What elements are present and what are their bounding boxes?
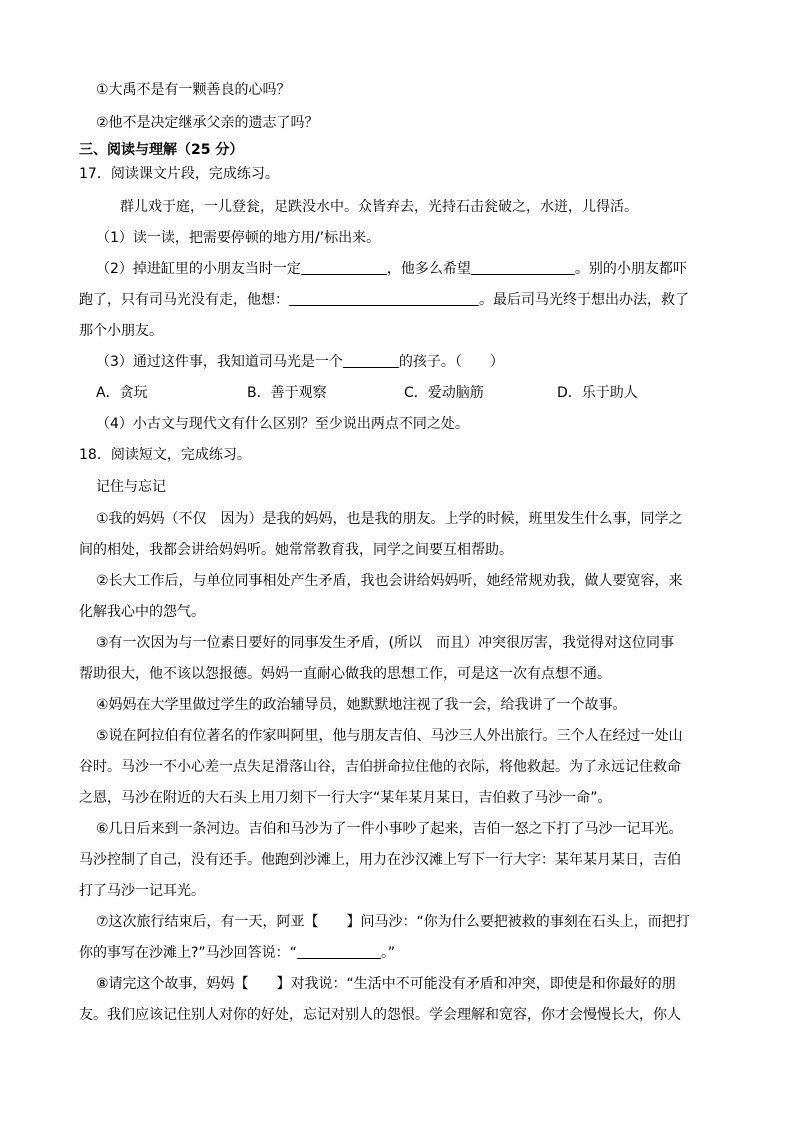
q17-part2-line1 bbox=[96, 259, 687, 279]
q17-part2-text-a: （2）掉进缸里的小朋友当时一定 bbox=[96, 261, 301, 277]
paragraph-1-line2: 间的相处，我都会讲给妈妈听。她常常教育我，同学之间要互相帮助。 bbox=[79, 542, 513, 558]
q17-part2-text-b: ，他多么希望 bbox=[386, 261, 471, 277]
paragraph-7-line2 bbox=[79, 943, 395, 963]
option-d[interactable]: D．乐于助人 bbox=[557, 385, 638, 401]
classical-passage: 群儿戏于庭，一儿登瓮，足跌没水中。众皆弃去，光持石击瓮破之，水迸，儿得活。 bbox=[120, 199, 638, 215]
fill-blank[interactable] bbox=[289, 291, 479, 306]
paragraph-3-line2: 帮助很大，他不该以怨报德。妈妈一直耐心做我的思想工作，可是这一次有点想不通。 bbox=[79, 666, 611, 682]
paragraph-6-line3: 打了马沙一记耳光。 bbox=[79, 883, 205, 899]
q17-part1: （1）读一读，把需要停顿的地方用/’标出来。 bbox=[96, 230, 381, 246]
option-c[interactable]: C．爱动脑筋 bbox=[404, 385, 484, 401]
option-a[interactable]: A．贪玩 bbox=[96, 385, 148, 401]
answer-line-1: ①大禹不是有一颗善良的心吗？ bbox=[96, 82, 291, 98]
paragraph-2-line2: 化解我心中的怨气。 bbox=[79, 604, 205, 620]
passage-title: 记住与忘记 bbox=[96, 479, 166, 495]
paragraph-8-line2: 友。我们应该记住别人对你的好处，忘记对别人的怨恨。学会理解和宽容，你才会慢慢长大，你人 bbox=[79, 1007, 681, 1023]
q17-part2-text-d: 跑了，只有司马光没有走，他想： bbox=[79, 292, 289, 308]
q17-part3-text-b: 的孩子。（ ） bbox=[398, 354, 504, 370]
paragraph-8-line1: ⑧请完这个故事，妈妈【 】对我说：“生活中不可能没有矛盾和冲突，即使是和你最好的朋 bbox=[96, 976, 676, 992]
fill-blank[interactable] bbox=[301, 260, 387, 275]
question-17-title: 17．阅读课文片段，完成练习。 bbox=[79, 166, 279, 182]
paragraph-7-text-a: 你的事写在沙滩上?”马沙回答说：“ bbox=[79, 945, 297, 961]
fill-blank[interactable] bbox=[343, 353, 399, 368]
paragraph-3-line1: ③有一次因为与一位素日要好的同事发生矛盾，(所以 而且）冲突很厉害，我觉得对这位同事 bbox=[96, 635, 675, 651]
paragraph-5-line2: 谷时。马沙一不小心差一点失足滑落山谷，吉伯拼命拉住他的衣际，将他救起。为了永远记住救命 bbox=[79, 759, 681, 775]
q17-part3-text-a: （3）通过这件事，我知道司马光是一个 bbox=[96, 354, 343, 370]
paragraph-7-text-b: 。” bbox=[380, 945, 396, 961]
fill-blank[interactable] bbox=[471, 260, 575, 275]
paragraph-2-line1: ②长大工作后，与单位同事相处产生矛盾，我也会讲给妈妈听，她经常规劝我，做人要宽容，来 bbox=[96, 573, 683, 589]
q17-part4: （4）小古文与现代文有什么区别？至少说出两点不同之处。 bbox=[96, 416, 469, 432]
q17-part2-text-c: 。别的小朋友都吓 bbox=[574, 261, 687, 277]
q17-part2-line3: 那个小朋友。 bbox=[79, 323, 163, 339]
paragraph-6-line1: ⑥几日后来到一条河边。吉伯和马沙为了一件小事吵了起来，吉伯一怒之下打了马沙一记耳光。 bbox=[96, 821, 683, 837]
q17-part2-text-e: 。最后司马光终于想出办法，救了 bbox=[479, 292, 689, 308]
paragraph-1-line1: ①我的妈妈（不仅 因为）是我的妈妈，也是我的朋友。上学的时候，班里发生什么事，同学之 bbox=[96, 511, 683, 527]
paragraph-7-line1: ⑦这次旅行结束后，有一天，阿亚【 】问马沙：“你为什么要把被救的事刻在石头上，而把打 bbox=[96, 914, 690, 930]
fill-blank[interactable] bbox=[297, 944, 381, 959]
question-18-title: 18．阅读短文，完成练习。 bbox=[79, 447, 251, 463]
q17-part2-line2 bbox=[79, 290, 689, 310]
paragraph-5-line1: ⑤说在阿拉伯有位著名的作家叫阿里，他与朋友吉伯、马沙三人外出旅行。三个人在经过一处山 bbox=[96, 728, 683, 744]
paragraph-6-line2: 马沙控制了自己，没有还手。他跑到沙滩上，用力在沙汉滩上写下一行大字：某年某月某日，吉伯 bbox=[79, 852, 681, 868]
paragraph-5-line3: 之恩，马沙在附近的大石头上用刀刻下一行大字“某年某月某日，吉伯救了马沙一命”。 bbox=[79, 790, 612, 806]
answer-line-2: ②他不是决定继承父亲的遗志了吗？ bbox=[96, 115, 319, 131]
option-b[interactable]: B．善于观察 bbox=[247, 385, 327, 401]
paragraph-4-line1: ④妈妈在大学里做过学生的政治辅导员，她默默地注视了我一会，给我讲了一个故事。 bbox=[96, 697, 627, 713]
section-heading: 三、阅读与理解（25 分） bbox=[79, 142, 244, 158]
q17-part3 bbox=[96, 352, 504, 372]
